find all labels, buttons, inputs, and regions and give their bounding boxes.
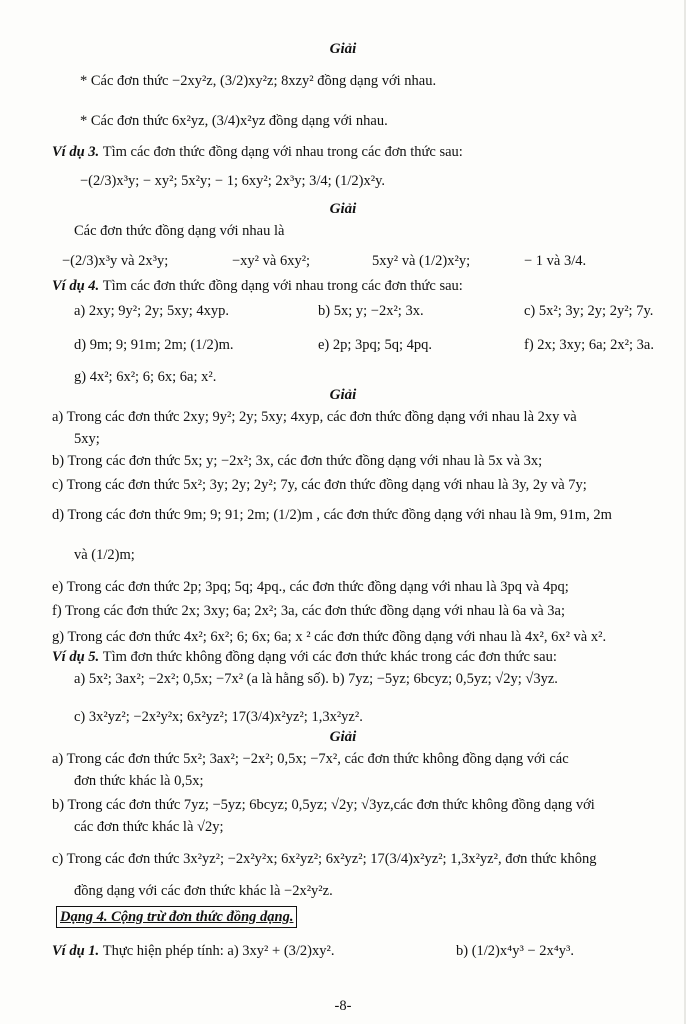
line-text: a) 2xy; 9y²; 2y; 5xy; 4xyp. — [74, 303, 229, 319]
text-line — [52, 750, 569, 768]
text-line — [52, 602, 565, 620]
line-text: Giải — [329, 729, 357, 745]
line-text: a) Trong các đơn thức 2xy; 9y²; 2y; 5xy; 4xyp, các đơn thức đồng dạng với nhau là 2xy và — [52, 409, 577, 425]
line-text: đồng dạng với các đơn thức khác là −2x²y²z. — [74, 883, 333, 899]
line-text: a) 5x²; 3ax²; −2x²; 0,5x; −7x² (a là hằng số). b) 7yz; −5yz; 6bcyz; 0,5yz; √2y; √3yz. — [74, 671, 558, 687]
example-label: Ví dụ 4. — [52, 278, 103, 294]
example-label: Ví dụ 1. — [52, 943, 103, 959]
text-line — [74, 336, 234, 354]
text-line — [80, 112, 388, 130]
text-line — [74, 670, 558, 688]
text-line — [524, 336, 654, 354]
line-text: * Các đơn thức −2xy²z, (3/2)xy²z; 8xzy² đồng dạng với nhau. — [80, 73, 437, 89]
line-text: g) Trong các đơn thức 4x²; 6x²; 6; 6x; 6a; x ² các đơn thức đồng dạng với nhau là 4x², 6x² và x². — [52, 629, 607, 645]
line-text: f) 2x; 3xy; 6a; 2x²; 3a. — [524, 337, 654, 353]
text-line — [74, 772, 203, 790]
line-text: Thực hiện phép tính: a) 3xy² + (3/2)xy². — [102, 943, 335, 959]
text-line — [52, 942, 334, 960]
section-heading: Dạng 4. Cộng trừ đơn thức đồng dạng. — [56, 906, 297, 928]
line-text: Tìm các đơn thức đồng dạng với nhau trong các đơn thức sau: — [102, 144, 463, 160]
text-line — [62, 252, 168, 270]
line-text: 5xy² và (1/2)x²y; — [372, 253, 471, 269]
line-text: −(2/3)x³y; − xy²; 5x²y; − 1; 6xy²; 2x³y; 3/4; (1/2)x²y. — [80, 173, 386, 189]
text-line — [74, 708, 363, 726]
line-text: f) Trong các đơn thức 2x; 3xy; 6a; 2x²; 3a, các đơn thức đồng dạng với nhau là 6a và 3a; — [52, 603, 565, 619]
line-text: Giải — [329, 387, 357, 403]
text-line — [456, 942, 574, 960]
line-text: và (1/2)m; — [74, 547, 135, 563]
line-text: c) Trong các đơn thức 5x²; 3y; 2y; 2y²; 7y, các đơn thức đồng dạng với nhau là 3y, 2y và 7y; — [52, 477, 587, 493]
text-line — [52, 143, 463, 161]
line-text: b) Trong các đơn thức 5x; y; −2x²; 3x, các đơn thức đồng dạng với nhau là 5x và 3x; — [52, 453, 543, 469]
example-label: Ví dụ 5. — [52, 649, 103, 665]
example-label: Ví dụ 3. — [52, 144, 103, 160]
line-text: b) Trong các đơn thức 7yz; −5yz; 6bcyz; 0,5yz; √2y; √3yz,các đơn thức không đồng dạng với — [52, 797, 595, 813]
line-text: −xy² và 6xy²; — [232, 253, 311, 269]
solution-heading — [0, 386, 686, 404]
text-line — [74, 368, 216, 386]
text-line — [524, 252, 586, 270]
text-line — [74, 430, 100, 448]
text-line — [52, 578, 569, 596]
solution-heading — [0, 728, 686, 746]
line-text: e) Trong các đơn thức 2p; 3pq; 5q; 4pq., các đơn thức đồng dạng với nhau là 3pq và 4pq; — [52, 579, 569, 595]
text-line — [524, 302, 653, 320]
text-line — [74, 818, 224, 836]
text-line — [52, 796, 595, 814]
text-line — [318, 336, 432, 354]
text-line — [52, 850, 596, 868]
text-line — [52, 648, 557, 666]
text-line — [80, 72, 436, 90]
solution-heading — [0, 200, 686, 218]
text-line — [232, 252, 310, 270]
line-text: Giải — [329, 201, 357, 217]
line-text: 5xy; — [74, 431, 100, 447]
text-line — [52, 408, 577, 426]
line-text: Giải — [329, 41, 357, 57]
text-line — [52, 277, 463, 295]
text-line — [52, 476, 587, 494]
line-text: d) 9m; 9; 91m; 2m; (1/2)m. — [74, 337, 234, 353]
line-text: − 1 và 3/4. — [524, 253, 587, 269]
line-text: Tìm các đơn thức đồng dạng với nhau trong các đơn thức sau: — [102, 278, 463, 294]
line-text: −(2/3)x³y và 2x³y; — [62, 253, 169, 269]
line-text: các đơn thức khác là √2y; — [74, 819, 224, 835]
line-text: c) Trong các đơn thức 3x²yz²; −2x²y²x; 6x²yz²; 6x²yz²; 17(3/4)x²yz²; 1,3x²yz², đơn thức không — [52, 851, 597, 867]
text-line — [80, 172, 385, 190]
text-line — [74, 546, 135, 564]
text-line — [52, 628, 606, 646]
line-text: g) 4x²; 6x²; 6; 6x; 6a; x². — [74, 369, 217, 385]
line-text: a) Trong các đơn thức 5x²; 3ax²; −2x²; 0,5x; −7x², các đơn thức không đồng dạng với các — [52, 751, 569, 767]
line-text: b) (1/2)x⁴y³ − 2x⁴y³. — [456, 943, 574, 959]
line-text: c) 5x²; 3y; 2y; 2y²; 7y. — [524, 303, 654, 319]
line-text: Các đơn thức đồng dạng với nhau là — [74, 223, 285, 239]
text-line — [74, 302, 229, 320]
text-line — [372, 252, 470, 270]
line-text: b) 5x; y; −2x²; 3x. — [318, 303, 424, 319]
text-line — [74, 882, 333, 900]
text-line — [52, 452, 542, 470]
line-text: e) 2p; 3pq; 5q; 4pq. — [318, 337, 432, 353]
line-text: đơn thức khác là 0,5x; — [74, 773, 204, 789]
text-line — [318, 302, 424, 320]
text-line — [74, 222, 284, 240]
text-line — [52, 506, 612, 524]
line-text: d) Trong các đơn thức 9m; 9; 91; 2m; (1/2)m , các đơn thức đồng dạng với nhau là 9m, 91m, 2m — [52, 507, 612, 523]
page-number: -8- — [334, 998, 352, 1014]
line-text: c) 3x²yz²; −2x²y²x; 6x²yz²; 17(3/4)x²yz²; 1,3x²yz². — [74, 709, 363, 725]
line-text: Tìm đơn thức không đồng dạng với các đơn thức khác trong các đơn thức sau: — [102, 649, 557, 665]
line-text: * Các đơn thức 6x²yz, (3/4)x²yz đồng dạng với nhau. — [80, 113, 388, 129]
solution-heading — [0, 40, 686, 58]
